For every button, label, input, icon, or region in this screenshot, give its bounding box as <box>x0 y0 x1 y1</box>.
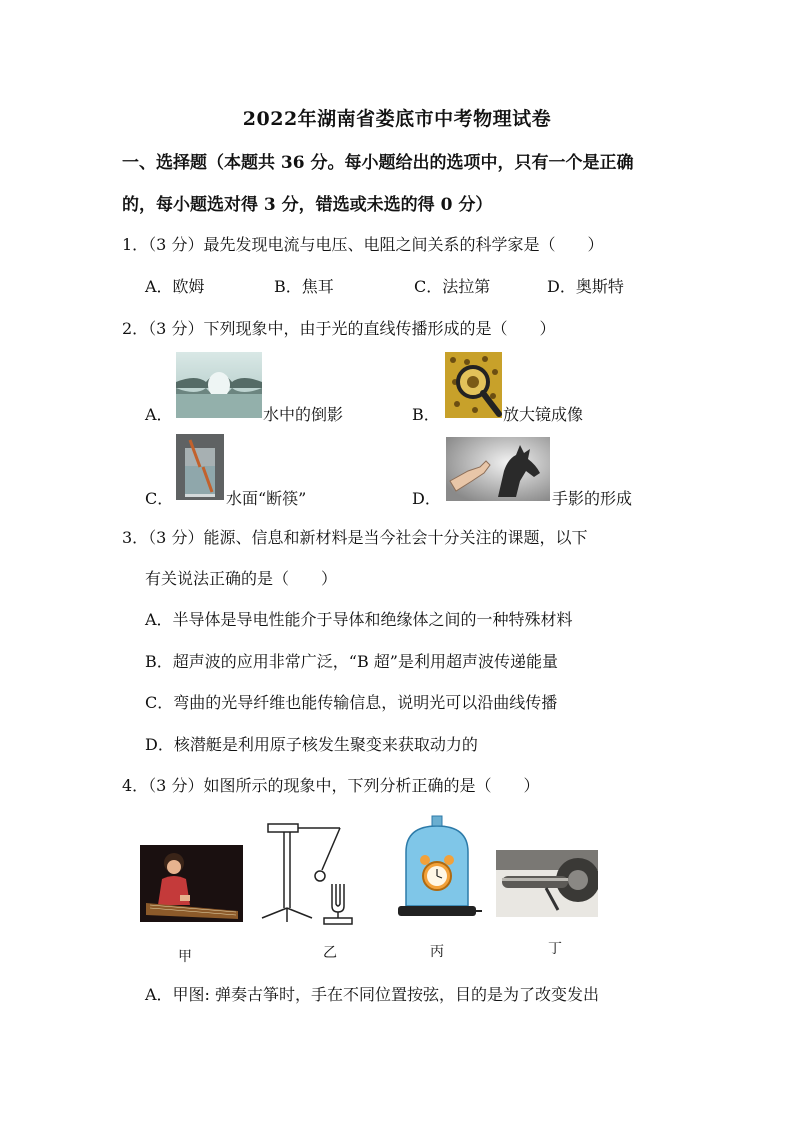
figure-label-ding: 丁 <box>548 941 562 957</box>
figure-label-jia: 甲 <box>178 949 192 965</box>
q3-option-d: D．核潜艇是利用原子核发生聚变来获取动力的 <box>145 735 478 754</box>
question-3-stem-line1: 3．（3 分）能源、信息和新材料是当今社会十分关注的课题，以下 <box>122 528 588 547</box>
question-2-stem: 2．（3 分）下列现象中，由于光的直线传播形成的是（ ） <box>122 319 556 338</box>
q2-option-b-text: 放大镜成像 <box>503 405 584 424</box>
q3-option-b: B．超声波的应用非常广泛，“B 超”是利用超声波传递能量 <box>145 652 558 671</box>
figure-label-bing: 丙 <box>430 944 444 960</box>
q1-option-c: C．法拉第 <box>414 277 491 296</box>
q2-option-b-letter: B． <box>412 405 440 424</box>
guzheng-player-image <box>140 845 243 922</box>
motorcycle-muffler-image <box>496 850 598 917</box>
question-1-stem: 1．（3 分）最先发现电流与电压、电阻之间关系的科学家是（ ） <box>122 235 604 254</box>
q2-option-c-letter: C． <box>145 489 174 508</box>
section-heading-line1: 一、选择题（本题共 36 分。每小题给出的选项中，只有一个是正确 <box>122 153 634 173</box>
q2-option-d-text: 手影的形成 <box>552 489 633 508</box>
q2-option-a-letter: A． <box>145 405 173 424</box>
magnifier-image <box>445 352 502 418</box>
bell-jar-alarm-clock-image <box>392 812 482 924</box>
hand-shadow-image <box>446 437 550 501</box>
q2-option-a-text: 水中的倒影 <box>263 405 344 424</box>
section-heading-line2: 的，每小题选对得 3 分，错选或未选的得 0 分） <box>122 195 493 215</box>
tuning-fork-pendulum-diagram <box>256 818 368 930</box>
q4-option-a: A．甲图: 弹奏古筝时，手在不同位置按弦，目的是为了改变发出 <box>145 985 600 1004</box>
q1-option-b: B．焦耳 <box>274 277 334 296</box>
question-3-stem-line2: 有关说法正确的是（ ） <box>145 569 338 588</box>
figure-label-yi: 乙 <box>323 945 337 961</box>
q2-option-c-text: 水面“断筷” <box>226 489 307 508</box>
q3-option-a: A．半导体是导电性能介于导体和绝缘体之间的一种特殊材料 <box>145 610 573 629</box>
q1-option-a: A．欧姆 <box>145 277 205 296</box>
bridge-reflection-image <box>176 352 262 418</box>
chopstick-in-water-image <box>176 434 224 500</box>
q2-option-d-letter: D． <box>412 489 441 508</box>
q3-option-c: C．弯曲的光导纤维也能传输信息，说明光可以沿曲线传播 <box>145 693 558 712</box>
question-4-stem: 4．（3 分）如图所示的现象中，下列分析正确的是（ ） <box>122 776 540 795</box>
page-title: 2022年湖南省娄底市中考物理试卷 <box>242 108 552 130</box>
q1-option-d: D．奥斯特 <box>547 277 624 296</box>
